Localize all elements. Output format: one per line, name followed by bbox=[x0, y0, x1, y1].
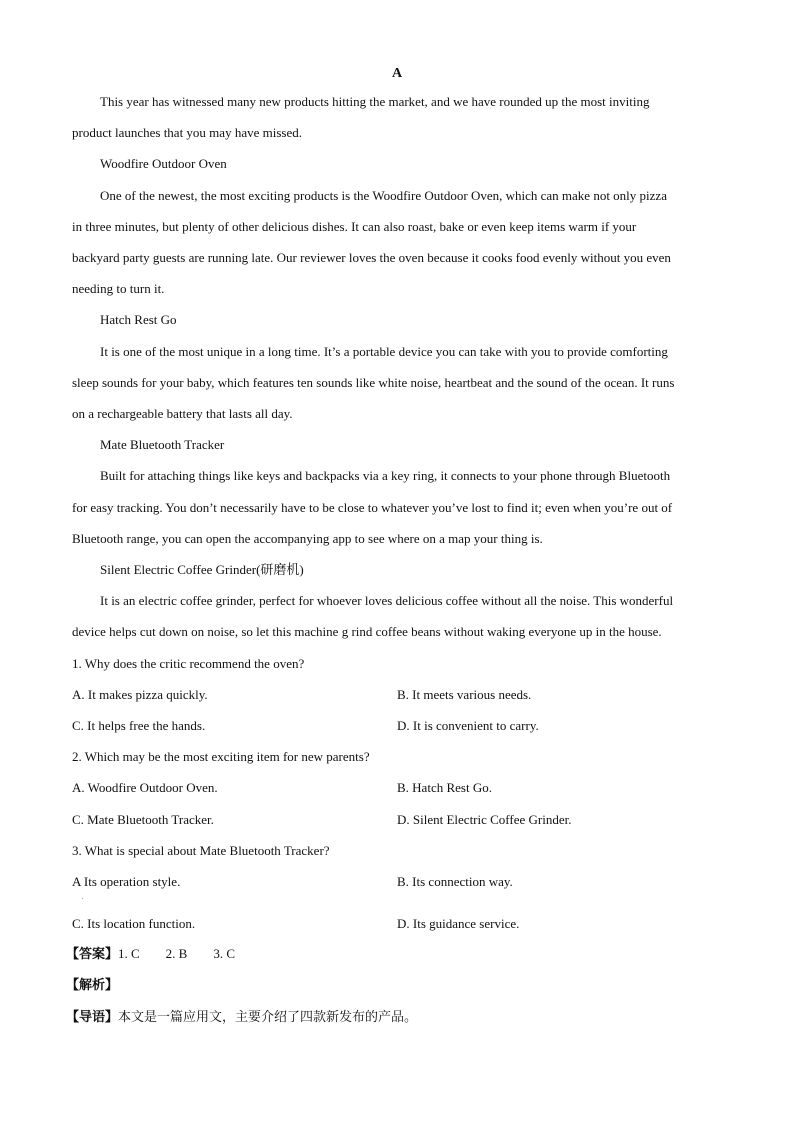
stray-mark: . bbox=[82, 895, 84, 901]
grinder-paragraph-line: device helps cut down on noise, so let this machine g rind coffee beans without waking everyone up in the house. bbox=[72, 624, 662, 639]
question-2-stem: 2. Which may be the most exciting item for new parents? bbox=[72, 749, 370, 764]
analysis-line bbox=[66, 977, 118, 994]
question-1-option-c: C. It helps free the hands. bbox=[72, 718, 206, 733]
hatch-paragraph-line: It is one of the most unique in a long time. It’s a portable device you can take with you to provide comforting bbox=[100, 344, 668, 359]
product-heading-tracker: Mate Bluetooth Tracker bbox=[100, 437, 225, 452]
product-heading-oven: Woodfire Outdoor Oven bbox=[100, 156, 227, 171]
answer-line bbox=[66, 946, 235, 963]
tracker-paragraph-line: Built for attaching things like keys and backpacks via a key ring, it connects to your phone through Bluetooth bbox=[100, 468, 671, 483]
question-3-stem: 3. What is special about Mate Bluetooth Tracker? bbox=[72, 843, 330, 858]
guide-text: 本文是一篇应用文，主要介绍了四款新发布的产品。 bbox=[118, 1010, 418, 1025]
question-3-option-d: D. Its guidance service. bbox=[397, 916, 520, 931]
question-3-option-a: A Its operation style. bbox=[72, 874, 181, 889]
question-2-option-d: D. Silent Electric Coffee Grinder. bbox=[397, 812, 572, 827]
question-1-option-b: B. It meets various needs. bbox=[397, 687, 532, 702]
question-3-option-c: C. Its location function. bbox=[72, 916, 196, 931]
tracker-paragraph-line: for easy tracking. You don’t necessarily have to be close to whatever you’ve lost to find it; even when you’re out of bbox=[72, 500, 673, 515]
question-2-option-a: A. Woodfire Outdoor Oven. bbox=[72, 780, 218, 795]
grinder-paragraph-line: It is an electric coffee grinder, perfect for whoever loves delicious coffee without all the noise. This wonderful bbox=[100, 593, 674, 608]
oven-paragraph-line: in three minutes, but plenty of other delicious dishes. It can also roast, bake or even keep items warm if your bbox=[72, 219, 637, 234]
question-1-stem: 1. Why does the critic recommend the oven? bbox=[72, 656, 305, 671]
intro-line-1: This year has witnessed many new products hitting the market, and we have rounded up the most inviting bbox=[100, 94, 650, 109]
hatch-paragraph-line: on a rechargeable battery that lasts all day. bbox=[72, 406, 293, 421]
question-3-option-b: B. Its connection way. bbox=[397, 874, 513, 889]
hatch-paragraph-line: sleep sounds for your baby, which features ten sounds like white noise, heartbeat and the sound of the ocean. It runs bbox=[72, 375, 675, 390]
answer-values: 1. C 2. B 3. C bbox=[118, 946, 236, 961]
oven-paragraph-line: backyard party guests are running late. Our reviewer loves the oven because it cooks food evenly without you even bbox=[72, 250, 671, 265]
question-1-option-d: D. It is convenient to carry. bbox=[397, 718, 539, 733]
guide-tag: 【导语】 bbox=[66, 1010, 119, 1025]
intro-line-2: product launches that you may have missed. bbox=[72, 125, 302, 140]
tracker-paragraph-line: Bluetooth range, you can open the accompanying app to see where on a map your thing is. bbox=[72, 531, 543, 546]
analysis-tag: 【解析】 bbox=[66, 978, 119, 993]
question-1-option-a: A. It makes pizza quickly. bbox=[72, 687, 208, 702]
product-heading-hatch: Hatch Rest Go bbox=[100, 312, 177, 327]
passage-title: A bbox=[391, 66, 403, 81]
question-2-option-b: B. Hatch Rest Go. bbox=[397, 780, 492, 795]
guide-line bbox=[66, 1009, 417, 1026]
product-heading-grinder: Silent Electric Coffee Grinder(研磨机) bbox=[100, 562, 304, 577]
oven-paragraph-line: One of the newest, the most exciting products is the Woodfire Outdoor Oven, which can make not only pizza bbox=[100, 188, 667, 203]
question-2-option-c: C. Mate Bluetooth Tracker. bbox=[72, 812, 214, 827]
answer-tag: 【答案】 bbox=[66, 947, 119, 962]
oven-paragraph-line: needing to turn it. bbox=[72, 281, 165, 296]
